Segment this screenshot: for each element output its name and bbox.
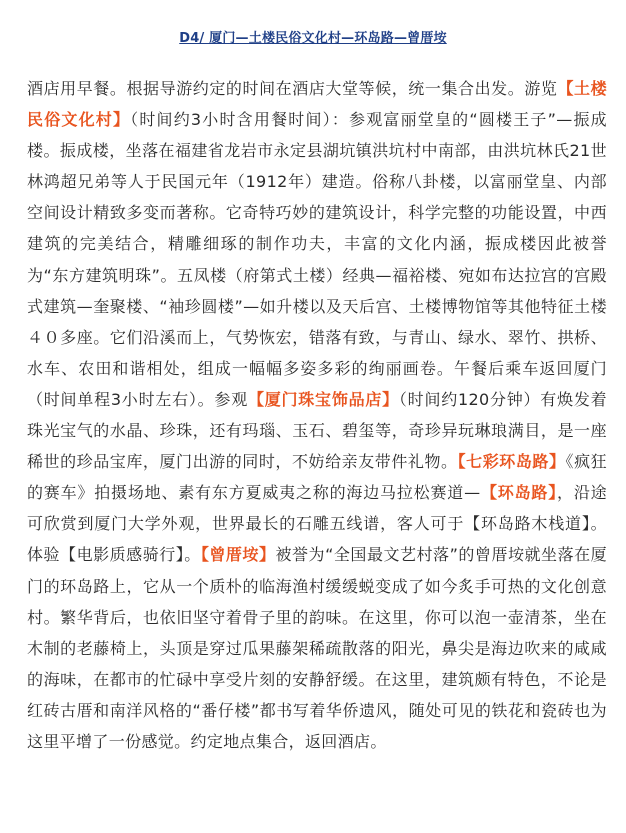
itinerary-text: （时间约120分钟）有焕发着珠光宝气的水晶、珍珠，还有玛瑙、玉石、碧玺等，奇珍异玩琳琅满目，是一座稀世的珍品宝库，厦门出游的同时，不妨给亲友带件礼物。 (27, 389, 607, 472)
itinerary-text: 酒店用早餐。根据导游约定的时间在酒店大堂等候，统一集合出发。游览 (27, 79, 558, 98)
itinerary-text: 《疯狂的赛车》拍摄场地、素有东方夏威夷之称的海边马拉松赛道— (27, 452, 608, 503)
day-title: D4/ 厦门—土楼民俗文化村—环岛路—曾厝垵 (179, 31, 447, 46)
highlight-colorful-island-road: 【七彩环岛路】 (457, 452, 566, 472)
highlight-zengcuoan: 【曾厝垵】 (200, 545, 276, 565)
highlight-tulou-folk-village: 【土楼民俗文化村】 (27, 79, 607, 130)
itinerary-text: （时间约3小时含用餐时间）：参观富丽堂皇的“圆楼王子”—振成楼。振成楼，坐落在福建省龙岩市永定县湖坑镇洪坑村中南部，由洪坑林氏21世林鸿超兄弟等人于民国元年（1912年）建造。俗称八卦楼，以富丽堂皇、内部空间设计精致多变而著称。它奇特巧妙的建筑设计，科学完整的功能设置，中西建筑的完美结合，精雕细琢的制作功夫，丰富的文化内涵，振成楼因此被誉为“东方建筑明珠”。五凤楼（府第式土楼）经典—福裕楼、宛如布达拉宫的宫殿式建筑—奎聚楼、“袖珍圆楼”—如升楼以及天后宫、土楼博物馆等其他特征土楼４０多座。它们沿溪而上，气势恢宏，错落有致，与青山、绿水、翠竹、拱桥、水车、农田和谐相处，组成一幅幅多姿多彩的绚丽画卷。午餐后乘车返回厦门（时间单程3小时左右）。参观 (27, 110, 607, 409)
itinerary-body (27, 73, 607, 757)
itinerary-text: 被誉为“全国最文艺村落”的曾厝垵就坐落在厦门的环岛路上，它从一个质朴的临海渔村缓缓蜕变成了如今炙手可热的文化创意村。繁华背后，也依旧坚守着骨子里的韵味。在这里，你可以泡一壶清茶，坐在木制的老藤椅上，头顶是穿过瓜果藤架稀疏散落的阳光，鼻尖是海边吹来的咸咸的海味，在都市的忙碌中享受片刻的安静舒缓。在这里，建筑颇有特色，不论是红砖古厝和南洋风格的“番仔楼”都书写着华侨遗风，随处可见的铁花和瓷砖也为这里平增了一份感觉。约定地点集合，返回酒店。 (27, 545, 607, 751)
itinerary-text: ，沿途可欣赏到厦门大学外观，世界最长的石雕五线谱，客人可于【环岛路木栈道】。体验【电影质感骑行】。 (27, 483, 607, 565)
highlight-jewelry-store: 【厦门珠宝饰品店】 (247, 389, 399, 409)
highlight-island-road: 【环岛路】 (480, 483, 558, 503)
